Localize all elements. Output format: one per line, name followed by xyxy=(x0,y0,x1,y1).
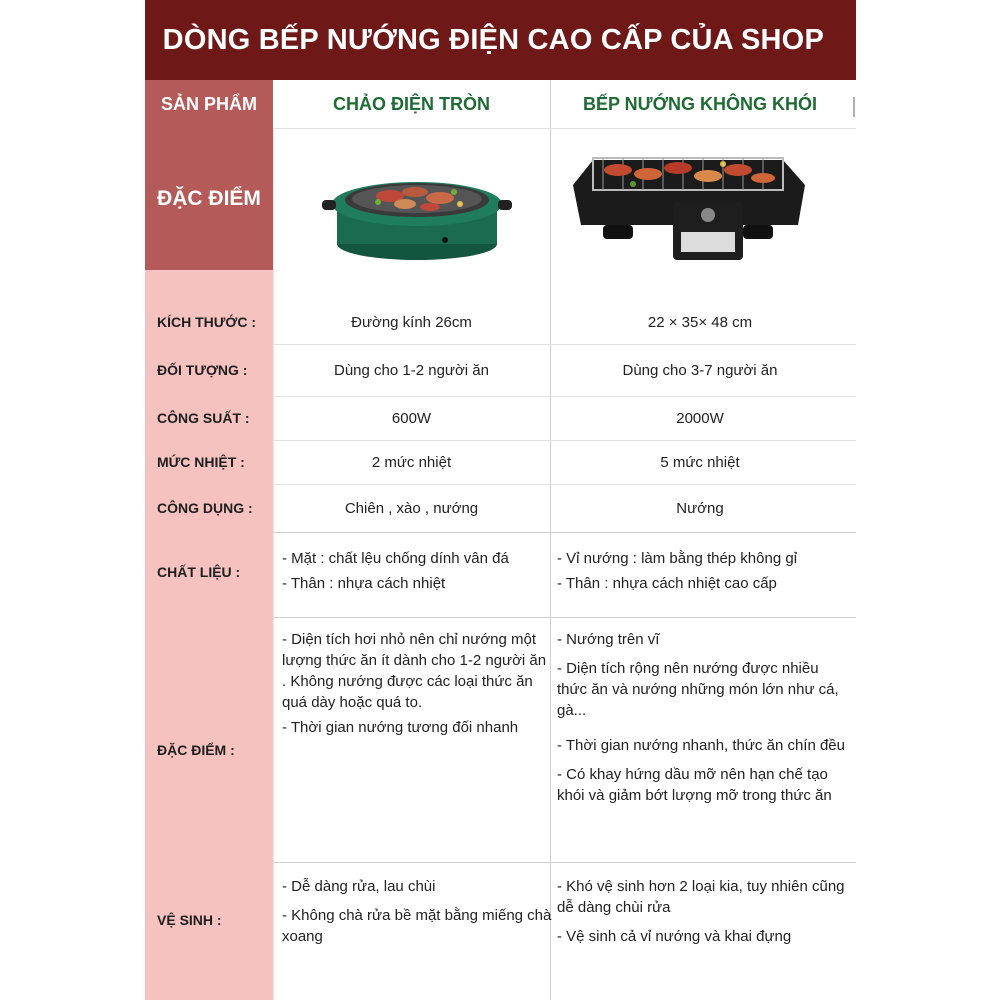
cell-features-smokeless-grill xyxy=(557,629,847,810)
image-label-cell: ĐẶC ĐIỂM xyxy=(145,128,273,270)
header-label-cell: SẢN PHẨM xyxy=(145,80,273,128)
list-item: - Thời gian nướng tương đối nhanh xyxy=(282,719,519,736)
list-item: - Không chà rửa bề mặt bằng miếng chà xoang xyxy=(282,907,552,945)
cell-usage-round-pan: Chiên , xào , nướng xyxy=(344,499,479,517)
cell-heat-smokeless-grill: 5 mức nhiệt xyxy=(660,453,740,471)
list-item: - Dễ dàng rửa, lau chùi xyxy=(282,878,436,895)
cell-cleaning-round-pan xyxy=(282,876,552,951)
row-divider xyxy=(273,344,856,345)
row-label-usage: CÔNG DỤNG : xyxy=(157,500,253,516)
cell-usage-smokeless-grill: Nướng xyxy=(676,499,724,517)
cell-power-round-pan: 600W xyxy=(391,409,432,427)
row-label-size: KÍCH THƯỚC : xyxy=(157,314,256,330)
product-title-smokeless-grill: BẾP NƯỚNG KHÔNG KHÓI xyxy=(583,93,817,114)
row-divider xyxy=(273,484,856,485)
list-item: - Thân : nhựa cách nhiệt xyxy=(282,575,446,592)
label-divider xyxy=(273,128,274,1000)
row-label-cleaning: VỆ SINH : xyxy=(157,912,222,928)
row-divider xyxy=(273,617,856,618)
comparison-sheet xyxy=(145,0,856,1000)
round-electric-pan-image xyxy=(320,152,515,267)
row-divider xyxy=(273,128,856,129)
list-item: - Diện tích hơi nhỏ nên chỉ nướng một lượng thức ăn ít dành cho 1-2 người ăn . Không nướng được các loại thức ăn quá dày hoặc quá to. xyxy=(282,631,547,711)
row-label-heat: MỨC NHIỆT : xyxy=(157,454,245,470)
cell-size-smokeless-grill: 22 × 35× 48 cm xyxy=(647,313,753,331)
list-item: - Thời gian nướng nhanh, thức ăn chín đều xyxy=(557,737,845,754)
cell-power-smokeless-grill: 2000W xyxy=(676,409,724,427)
row-label-power: CÔNG SUẤT : xyxy=(157,410,250,426)
list-item: - Mặt : chất lệu chống dính vân đá xyxy=(282,550,509,567)
cell-material-smokeless-grill xyxy=(557,548,847,598)
row-divider xyxy=(273,532,856,533)
row-label-features: ĐẶC ĐIỂM : xyxy=(157,742,235,758)
cell-material-round-pan xyxy=(282,548,552,598)
list-item: - Nướng trên vĩ xyxy=(557,631,660,648)
cell-target-smokeless-grill: Dùng cho 3-7 người ăn xyxy=(622,361,778,379)
cell-target-round-pan: Dùng cho 1-2 người ăn xyxy=(334,361,489,379)
cell-size-round-pan: Đường kính 26cm xyxy=(351,313,472,331)
smokeless-grill-image xyxy=(563,140,813,265)
list-item: - Có khay hứng dầu mỡ nên hạn chế tạo khói và giảm bớt lượng mỡ trong thức ăn xyxy=(557,766,832,804)
list-item: - Khó vệ sinh hơn 2 loại kia, tuy nhiên cũng dễ dàng chùi rửa xyxy=(557,878,845,916)
row-label-target: ĐỐI TƯỢNG : xyxy=(157,362,248,378)
title-banner xyxy=(145,0,856,80)
list-item: - Thân : nhựa cách nhiệt cao cấp xyxy=(557,575,777,592)
list-item: - Vỉ nướng : làm bằng thép không gỉ xyxy=(557,550,798,567)
cell-features-round-pan xyxy=(282,629,552,742)
product-title-round-pan: CHẢO ĐIỆN TRÒN xyxy=(333,93,490,114)
cell-heat-round-pan: 2 mức nhiệt xyxy=(371,453,452,471)
page-title: DÒNG BẾP NƯỚNG ĐIỆN CAO CẤP CỦA SHOP xyxy=(162,23,824,56)
column-divider-stub xyxy=(853,97,855,117)
cell-cleaning-smokeless-grill xyxy=(557,876,847,951)
row-divider xyxy=(273,862,856,863)
list-item: - Diện tích rộng nên nướng được nhiều thức ăn và nướng những món lớn như cá, gà... xyxy=(557,660,839,719)
row-label-material: CHẤT LIỆU : xyxy=(157,564,241,580)
list-item: - Vệ sinh cả vỉ nướng và khai đựng xyxy=(557,928,792,945)
